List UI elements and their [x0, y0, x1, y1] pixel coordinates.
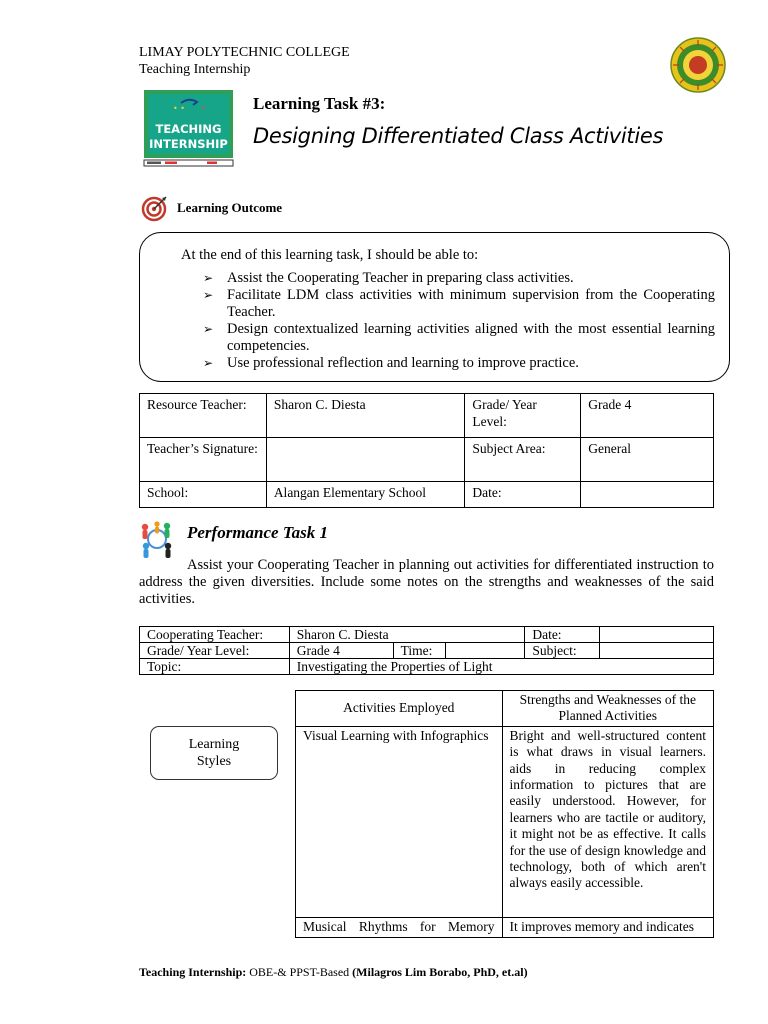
learning-task-title: Designing Differentiated Class Activities [253, 124, 664, 148]
resource-teacher-table [139, 393, 714, 508]
coop-subject-label: Subject: [525, 643, 600, 659]
grade-level-value: Grade 4 [581, 394, 714, 438]
outcome-item: ➢ Facilitate LDM class activities with minimum supervision from the Cooperating Teacher. [203, 287, 715, 321]
resource-teacher-label: Resource Teacher: [140, 394, 267, 438]
learning-styles-label: Learning Styles [188, 737, 240, 769]
strengths-weaknesses-header: Strengths and Weaknesses of the Planned Activities [502, 691, 713, 727]
activities-header: Activities Employed [296, 691, 503, 727]
logo-line-1: TEACHING [155, 122, 222, 136]
outcome-list [203, 270, 715, 372]
cooperating-teacher-value: Sharon C. Diesta [289, 627, 525, 643]
college-seal-icon [670, 37, 726, 98]
performance-task-instructions: Assist your Cooperating Teacher in planning out activities for differentiated instruction to address the given diversities. Include some notes on the strengths and weaknesses of the said activities. [139, 557, 714, 607]
svg-text:• •: • • [173, 104, 185, 113]
page-footer [139, 965, 528, 980]
footer-text: OBE-& PPST-Based [246, 965, 353, 979]
outcome-item: ➢ Design contextualized learning activities aligned with the most essential learning competencies. [203, 321, 715, 355]
signature-label: Teacher’s Signature: [140, 438, 267, 482]
target-icon [141, 194, 169, 227]
cooperating-teacher-label: Cooperating Teacher: [140, 627, 290, 643]
course-name: Teaching Internship [139, 62, 251, 77]
learning-styles-box [150, 726, 278, 780]
grade-level-label: Grade/ Year Level: [465, 394, 581, 438]
learning-outcome-label: Learning Outcome [177, 200, 283, 215]
subject-area-label: Subject Area: [465, 438, 581, 482]
coop-grade-label: Grade/ Year Level: [140, 643, 290, 659]
subject-area-value: General [581, 438, 714, 482]
cooperating-teacher-table [139, 626, 714, 675]
activities-table [295, 690, 714, 938]
coop-date-value[interactable] [600, 627, 714, 643]
college-name: LIMAY POLYTECHNIC COLLEGE [139, 45, 350, 60]
logo-line-2: INTERNSHIP [149, 137, 228, 151]
coop-topic-value: Investigating the Properties of Light [289, 659, 713, 675]
teaching-internship-logo [143, 89, 234, 167]
activity-cell: Visual Learning with Infographics [296, 726, 503, 917]
notes-cell: Bright and well-structured content is what draws in visual learners. aids in reducing complex information to pictures that are easily understood. However, for learners who are tactile or auditory, it might not be as effective. It calls for the use of design knowledge and technology, both of which aren't always easily accessible. [502, 726, 713, 917]
signature-value[interactable] [266, 438, 465, 482]
coop-topic-label: Topic: [140, 659, 290, 675]
performance-task-title: Performance Task 1 [187, 523, 329, 542]
date-label: Date: [465, 482, 581, 508]
coop-time-value[interactable] [445, 643, 525, 659]
outcome-item: ➢ Use professional reflection and learning to improve practice. [203, 355, 715, 372]
coop-subject-value[interactable] [600, 643, 714, 659]
coop-grade-value: Grade 4 [289, 643, 393, 659]
footer-authors: (Milagros Lim Borabo, PhD, et.al) [352, 965, 528, 979]
school-label: School: [140, 482, 267, 508]
activity-cell: Musical Rhythms for Memory [296, 917, 503, 937]
notes-cell: It improves memory and indicates [502, 917, 713, 937]
coop-date-label: Date: [525, 627, 600, 643]
footer-label: Teaching Internship: [139, 965, 247, 979]
resource-teacher-value: Sharon C. Diesta [266, 394, 465, 438]
coop-time-label: Time: [393, 643, 445, 659]
school-value: Alangan Elementary School [266, 482, 465, 508]
outcome-intro: At the end of this learning task, I should be able to: [181, 247, 479, 263]
learning-outcome-box [139, 232, 730, 382]
svg-text:•: • [201, 104, 206, 113]
learning-task-number: Learning Task #3: [253, 94, 386, 113]
date-value[interactable] [581, 482, 714, 508]
outcome-item: ➢ Assist the Cooperating Teacher in preparing class activities. [203, 270, 715, 287]
